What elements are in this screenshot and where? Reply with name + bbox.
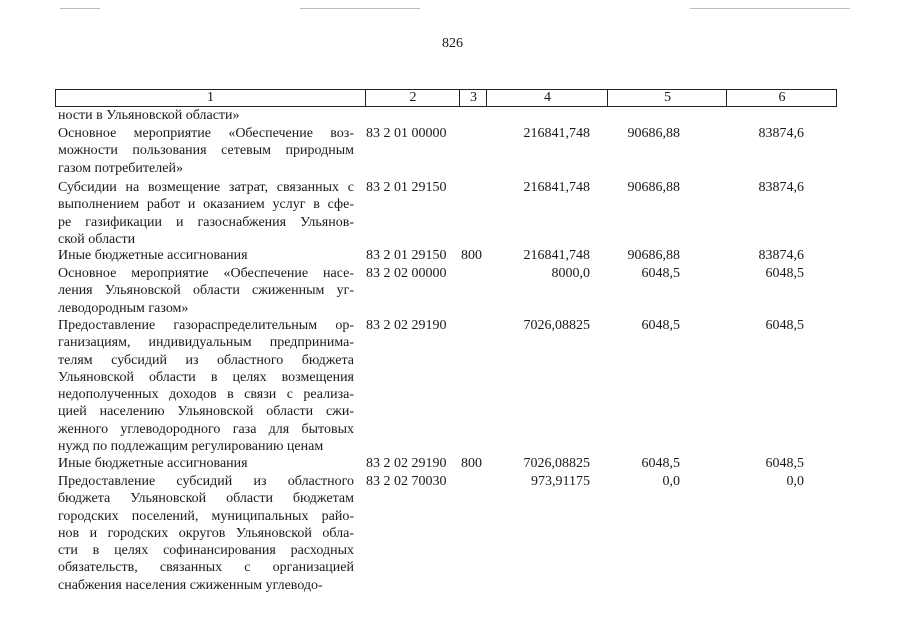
row-code: 83 2 02 00000: [366, 266, 447, 281]
row-value-col4: 973,91175: [531, 474, 590, 489]
row-description: [58, 317, 354, 455]
description-line: Иные бюджетные ассигнования: [58, 248, 248, 263]
description-line: ской области: [58, 231, 136, 247]
row-value-col4: 216841,748: [523, 126, 590, 141]
scan-artifact: [300, 8, 420, 9]
row-code: 83 2 02 29190: [366, 318, 447, 333]
description-line: леводородным газом»: [58, 300, 189, 316]
description-line: выполнением работ и оказанием услуг в сфе-: [58, 197, 354, 213]
row-description: [58, 107, 354, 124]
description-line: нов и городских округов Ульяновской обла-: [58, 525, 354, 541]
row-description: [58, 455, 354, 472]
description-line: Предоставление субсидий из областного: [58, 474, 354, 489]
row-value-col5: 6048,5: [641, 318, 680, 333]
description-line: ности в Ульяновской области»: [58, 108, 240, 123]
row-code: 83 2 02 70030: [366, 474, 447, 489]
row-value-col4: 216841,748: [523, 180, 590, 195]
description-line: недополученных доходов в связи с реализа-: [58, 387, 354, 403]
description-line: Субсидии на возмещение затрат, связанных с: [58, 180, 354, 195]
description-line: телям субсидий из областного бюджета: [58, 352, 354, 368]
row-value-col6: 6048,5: [765, 318, 804, 333]
row-value-col4: 7026,08825: [523, 318, 590, 333]
row-value-col5: 90686,88: [627, 126, 680, 141]
row-code: 83 2 01 00000: [366, 126, 447, 141]
scan-artifact: [60, 8, 100, 9]
row-description: [58, 125, 354, 177]
header-col-3: 3: [459, 90, 487, 106]
row-expense-type: 800: [461, 456, 482, 471]
description-line: городских поселений, муниципальных райо-: [58, 508, 354, 524]
description-line: обязательств, связанных с организацией: [58, 560, 354, 576]
scan-artifact: [690, 8, 850, 9]
description-line: цией населению Ульяновской области сжи-: [58, 404, 354, 420]
description-line: нужд по подлежащим регулированию ценам: [58, 439, 324, 455]
row-value-col6: 83874,6: [758, 248, 804, 263]
row-value-col5: 90686,88: [627, 248, 680, 263]
row-value-col6: 83874,6: [758, 180, 804, 195]
row-value-col4: 8000,0: [551, 266, 590, 281]
description-line: женного углеводородного газа для бытовых: [58, 421, 354, 437]
row-value-col5: 6048,5: [641, 266, 680, 281]
description-line: ления Ульяновской области сжиженным уг-: [58, 283, 354, 299]
row-value-col5: 0,0: [662, 474, 680, 489]
description-line: можности пользования сетевым природным: [58, 143, 354, 159]
row-code: 83 2 01 29150: [366, 248, 447, 263]
header-col-5: 5: [607, 90, 727, 106]
row-expense-type: 800: [461, 248, 482, 263]
table-header: [55, 89, 837, 107]
description-line: сти в целях софинансирования расходных: [58, 543, 354, 559]
row-value-col5: 90686,88: [627, 180, 680, 195]
description-line: газом потребителей»: [58, 160, 183, 176]
description-line: Предоставление газораспределительным ор-: [58, 318, 354, 333]
page-number: 826: [442, 36, 463, 51]
row-value-col4: 7026,08825: [523, 456, 590, 471]
description-line: снабжения населения сжиженным углеводо-: [58, 577, 323, 593]
description-line: ганизациям, индивидуальным предпринима-: [58, 335, 354, 351]
row-value-col6: 83874,6: [758, 126, 804, 141]
description-line: Основное мероприятие «Обеспечение воз-: [58, 126, 354, 141]
description-line: бюджета Ульяновской области бюджетам: [58, 491, 354, 507]
header-col-1: 1: [207, 90, 214, 105]
row-description: [58, 247, 354, 264]
header-col-2: 2: [365, 90, 460, 106]
header-col-4: 4: [486, 90, 608, 106]
row-value-col6: 0,0: [786, 474, 804, 489]
row-value-col6: 6048,5: [765, 266, 804, 281]
row-code: 83 2 01 29150: [366, 180, 447, 195]
row-code: 83 2 02 29190: [366, 456, 447, 471]
row-value-col6: 6048,5: [765, 456, 804, 471]
header-col-6: 6: [726, 90, 837, 106]
description-line: Ульяновской области в целях возмещения: [58, 369, 354, 385]
description-line: Основное мероприятие «Обеспечение насе-: [58, 266, 354, 281]
row-value-col4: 216841,748: [523, 248, 590, 263]
row-value-col5: 6048,5: [641, 456, 680, 471]
row-description: [58, 473, 354, 594]
row-description: [58, 179, 354, 248]
description-line: ре газификации и газоснабжения Ульянов-: [58, 214, 354, 230]
description-line: Иные бюджетные ассигнования: [58, 456, 248, 471]
row-description: [58, 265, 354, 317]
